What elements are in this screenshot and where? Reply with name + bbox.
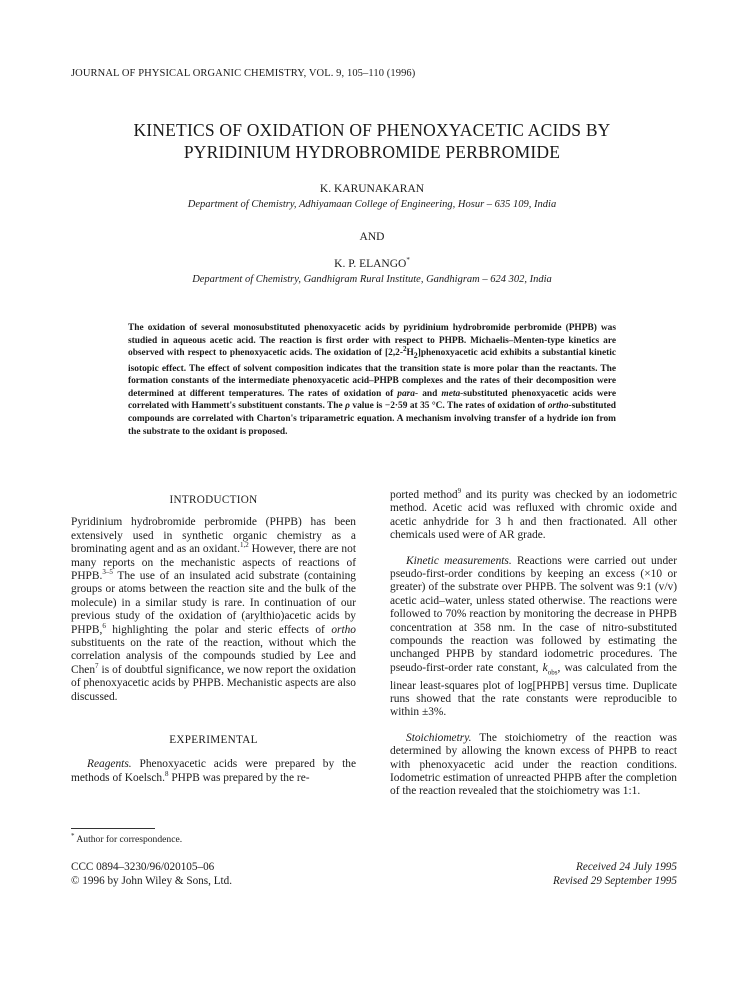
affiliation-2: Department of Chemistry, Gandhigram Rural Institute, Gandhigram – 624 302, India: [192, 274, 552, 285]
author-2: [60, 258, 684, 270]
kinetic-text-1: Reactions were carried out under pseudo-first-order conditions by keeping an excess (×10 or greater) of the substrate over PHPB. The solvent was 9:1 (v/v) acetic acid–water, unless stated otherwise. The reactions were followed to 70% reaction by monitoring the decrease in PHPB concentration at 358 nm. In the case of nitro-substituted compounds the reaction was followed by estimating the unchanged PHPB by standard iodometric procedures. The pseudo-first-order rate constant,: [390, 554, 677, 674]
title-line-1: KINETICS OF OXIDATION OF PHENOXYACETIC ACIDS BY: [133, 120, 611, 140]
experimental-heading: EXPERIMENTAL: [169, 734, 258, 746]
correspondence-mark: *: [406, 256, 410, 265]
author-2-name: K. P. ELANGO: [334, 258, 407, 270]
abstract-meta: meta-: [441, 388, 464, 399]
introduction-section: [71, 494, 356, 704]
intro-text-4: highlighting the polar and steric effects of: [105, 623, 332, 636]
right-column: [390, 489, 677, 799]
footnote-mark: *: [71, 831, 75, 840]
reagents-text-2: PHPB was prepared by the re-: [168, 771, 310, 784]
abstract-text-1b: H: [406, 348, 414, 359]
copyright: © 1996 by John Wiley & Sons, Ltd.: [71, 875, 233, 887]
reagents-continued: [390, 489, 677, 543]
right-text-1: ported method: [390, 489, 458, 501]
abstract-text-6: substituted compounds are correlated with Charton's triparametric equation. A mechanism involving transfer of a hydride ion from the substrate to the oxidant is proposed.: [128, 401, 616, 437]
revised-date: Revised 29 September 1995: [553, 875, 677, 887]
intro-text-1: Pyridinium hydrobromide perbromide (PHPB) has been extensively used in synthetic organic chemistry as a brominating agent and as an oxidant.: [71, 516, 356, 556]
stoichiometry-paragraph: [390, 732, 677, 799]
reagents-paragraph: [71, 758, 356, 785]
article-title: [60, 119, 684, 163]
abstract-text-5: value is −2·59 at 35 °C. The rates of oxidation of: [349, 401, 548, 412]
abstract-text-1: The oxidation of several monosubstituted phenoxyacetic acids by pyridinium hydrobromide perbromide (PHPB) was studied in aqueous acetic acid. The reaction is first order with respect to PHPB. Michaelis–Menten-type kinetics are observed with respect to phenoxyacetic acids. The oxidation of [2,2-: [128, 323, 616, 359]
intro-text-5: substituents on the rate of the reaction, without which the correlation analysis of the compounds studied by Lee and Chen: [71, 637, 356, 676]
ref-1-2: 1,2: [239, 541, 249, 550]
intro-text-6: is of doubtful significance, we now report the oxidation of phenoxyacetic acids by PHPB. Mechanistic aspects are also discussed.: [71, 663, 356, 703]
received-date: Received 24 July 1995: [576, 861, 677, 873]
kinetic-label: Kinetic measurements.: [406, 554, 512, 567]
intro-ortho: ortho: [331, 623, 356, 636]
abstract-para: para-: [397, 388, 419, 399]
ref-3-5: 3–5: [102, 568, 113, 577]
intro-text-2: However, there are not many reports on the mechanistic aspects of reactions of PHPB.: [71, 543, 356, 583]
footnote-text: Author for correspondence.: [74, 834, 183, 845]
abstract-text-2: ]phenoxyacetic acid exhibits a substantial kinetic isotopic effect. The effect of solvent composition indicates that the transition state is more polar than the reactants. The formation constants of the intermediate phenoxyacetic acid–PHPB complexes and the rates of their decomposition were determined at different temperatures. The rates of oxidation of: [128, 348, 617, 399]
affiliation-1: Department of Chemistry, Adhiyamaan College of Engineering, Hosur – 635 109, India: [187, 199, 557, 210]
reagents-text-1: Phenoxyacetic acids were prepared by the methods of Koelsch.: [71, 758, 356, 784]
ref-7: 7: [95, 662, 99, 671]
ref-8: 8: [164, 770, 169, 779]
right-text-2: and its purity was checked by an iodometric method. Acetic acid was refluxed with chromic oxide and acetic anhydride for 3 h and then fractionated. All other chemicals used were of AR grade.: [390, 489, 677, 542]
and-separator: AND: [359, 231, 385, 243]
author-1: K. KARUNAKARAN: [319, 183, 425, 195]
introduction-paragraph: [71, 516, 356, 704]
abstract: [128, 322, 616, 438]
footnote-rule: [71, 828, 155, 829]
journal-header: JOURNAL OF PHYSICAL ORGANIC CHEMISTRY, VOL. 9, 105–110 (1996): [71, 68, 416, 79]
stoichiometry-text: The stoichiometry of the reaction was determined by allowing the known excess of PHPB to react with phenoxyacetic acid under the reaction conditions. Iodometric estimation of unreacted PHPB after the completion of the reaction revealed that the stoichiometry was 1:1.: [390, 731, 677, 798]
kinetic-measurements-paragraph: [390, 555, 677, 720]
experimental-section: [71, 734, 356, 785]
kinetic-text-2: , was calculated from the linear least-squares plot of log[PHPB] versus time. Duplicate runs showed that the rate constants were reproducible to within ±3%.: [390, 661, 677, 719]
footnote: [71, 831, 183, 845]
article-dates: [460, 860, 677, 888]
kobs-subscript: obs: [547, 668, 558, 677]
publication-info: [71, 860, 232, 888]
abstract-text-3: and: [418, 388, 442, 399]
abstract-ortho: ortho-: [547, 401, 572, 412]
abstract-sub: 2: [413, 351, 418, 361]
title-line-2: PYRIDINIUM HYDROBROMIDE PERBROMIDE: [183, 142, 561, 162]
reagents-label: Reagents.: [87, 758, 132, 771]
abstract-rho: ρ: [345, 401, 350, 412]
ref-9: 9: [457, 487, 462, 496]
ref-6: 6: [102, 621, 106, 630]
intro-text-3: The use of an insulated acid substrate (containing groups or atoms between the reaction site and the bulk of the molecule) in a similar study is rare. In continuation of our previous study of the oxidation of (arylthio)acetic acids by PHPB,: [71, 570, 356, 636]
abstract-sup: 2: [403, 345, 407, 354]
ccc-code: CCC 0894–3230/96/020105–06: [71, 861, 215, 873]
stoichiometry-label: Stoichiometry.: [406, 731, 472, 744]
kobs-symbol: k: [542, 661, 548, 674]
abstract-text-4: substituted phenoxyacetic acids were correlated with Hammett's substituent constants. The: [128, 388, 616, 412]
introduction-heading: INTRODUCTION: [169, 494, 258, 506]
